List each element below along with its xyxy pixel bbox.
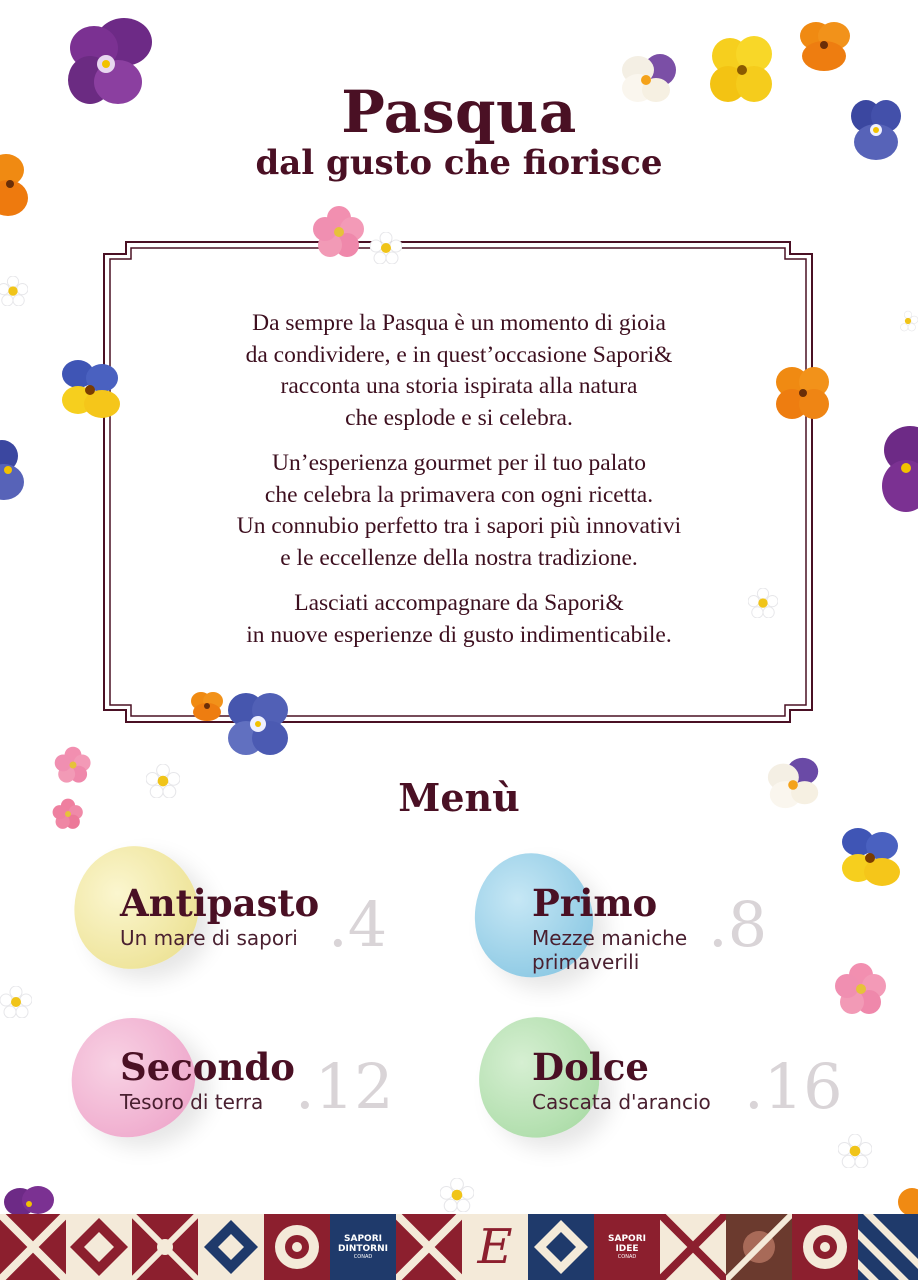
yellow-blue-pansy-icon xyxy=(56,356,128,426)
daisy-icon xyxy=(370,232,402,264)
course-primo[interactable] xyxy=(532,882,832,982)
daisy-icon xyxy=(0,276,28,306)
intro-paragraph-2: Un’esperienza gourmet per il tuo palato che celebra la primavera con ogni ricetta. Un connubio perfetto tra i sapori più innovativi e le eccellenze della nostra tradizione. xyxy=(236,450,682,571)
yellow-pansy-icon xyxy=(708,34,776,108)
orange-pansy-icon xyxy=(190,690,224,722)
pattern-tile xyxy=(462,1214,528,1280)
blue-pansy-icon xyxy=(222,690,294,760)
orange-pansy-icon xyxy=(896,1186,918,1216)
white-viola-icon xyxy=(764,754,824,812)
course-page-number: .12 xyxy=(295,1050,394,1123)
daisy-icon xyxy=(440,1178,474,1212)
pattern-tile xyxy=(726,1214,792,1280)
blue-pansy-icon xyxy=(848,96,904,164)
pink-flower-icon xyxy=(52,798,84,830)
pattern-tile xyxy=(132,1214,198,1280)
daisy-icon xyxy=(838,1134,872,1168)
pattern-tile xyxy=(0,1214,66,1280)
course-description: Tesoro di terra xyxy=(120,1090,264,1114)
pattern-tile xyxy=(264,1214,330,1280)
course-page-number: .16 xyxy=(744,1050,843,1123)
pattern-tile xyxy=(858,1214,918,1280)
white-viola-icon xyxy=(616,50,678,106)
script-letter: E xyxy=(477,1219,513,1275)
sapori-dintorni-logo xyxy=(330,1214,396,1280)
orange-pansy-icon xyxy=(774,364,830,422)
pattern-tile xyxy=(396,1214,462,1280)
intro-text xyxy=(150,308,768,665)
logo-line: IDEE xyxy=(615,1243,639,1254)
logo-line: DINTORNI xyxy=(338,1243,388,1254)
pattern-tile xyxy=(660,1214,726,1280)
pattern-tile xyxy=(528,1214,594,1280)
course-page-number: .4 xyxy=(328,888,388,961)
course-description: Un mare di sapori xyxy=(120,926,298,950)
sapori-idee-logo xyxy=(594,1214,660,1280)
menu-heading: Menù xyxy=(398,775,520,820)
course-antipasto[interactable] xyxy=(120,881,420,961)
orange-pansy-icon xyxy=(796,18,852,72)
course-title: Antipasto xyxy=(120,881,320,925)
daisy-icon xyxy=(0,986,32,1018)
pattern-tile xyxy=(198,1214,264,1280)
course-title: Primo xyxy=(532,881,658,925)
logo-line: CONAD xyxy=(353,1253,373,1260)
pink-flower-icon xyxy=(312,205,366,259)
daisy-icon xyxy=(898,306,918,336)
course-title: Dolce xyxy=(532,1045,649,1089)
course-description: Mezze maniche primaverili xyxy=(532,926,688,974)
orange-pansy-icon xyxy=(0,150,30,220)
intro-paragraph-3: Lasciati accompagnare da Sapori& in nuove esperienze di gusto indimenticabile. xyxy=(246,590,672,648)
purple-pansy-icon xyxy=(66,14,158,110)
footer-pattern xyxy=(0,1214,918,1280)
intro-paragraph-1: Da sempre la Pasqua è un momento di gioia da condividere, e in quest’occasione Sapori& racconta una storia ispirata alla natura che esplode e si celebra. xyxy=(245,310,673,431)
course-page-number: .8 xyxy=(708,888,768,961)
course-dolce[interactable] xyxy=(532,1046,852,1121)
course-description: Cascata d'arancio xyxy=(532,1090,711,1114)
page-subtitle: dal gusto che fiorisce xyxy=(255,143,663,183)
purple-pansy-icon xyxy=(882,420,918,516)
course-title: Secondo xyxy=(120,1045,295,1089)
blue-pansy-icon xyxy=(0,438,28,502)
logo-line: SAPORI xyxy=(344,1233,382,1244)
course-secondo[interactable] xyxy=(120,1046,420,1121)
pattern-tile xyxy=(66,1214,132,1280)
pink-flower-icon xyxy=(834,962,888,1016)
purple-pansy-icon xyxy=(4,1182,54,1216)
yellow-blue-pansy-icon xyxy=(836,824,908,894)
pattern-tile xyxy=(792,1214,858,1280)
page-title: Pasqua xyxy=(341,78,577,146)
daisy-icon xyxy=(748,588,778,618)
logo-line: CONAD xyxy=(617,1253,637,1260)
logo-line: SAPORI xyxy=(608,1233,646,1244)
pink-flower-icon xyxy=(54,746,92,784)
daisy-icon xyxy=(146,764,180,798)
